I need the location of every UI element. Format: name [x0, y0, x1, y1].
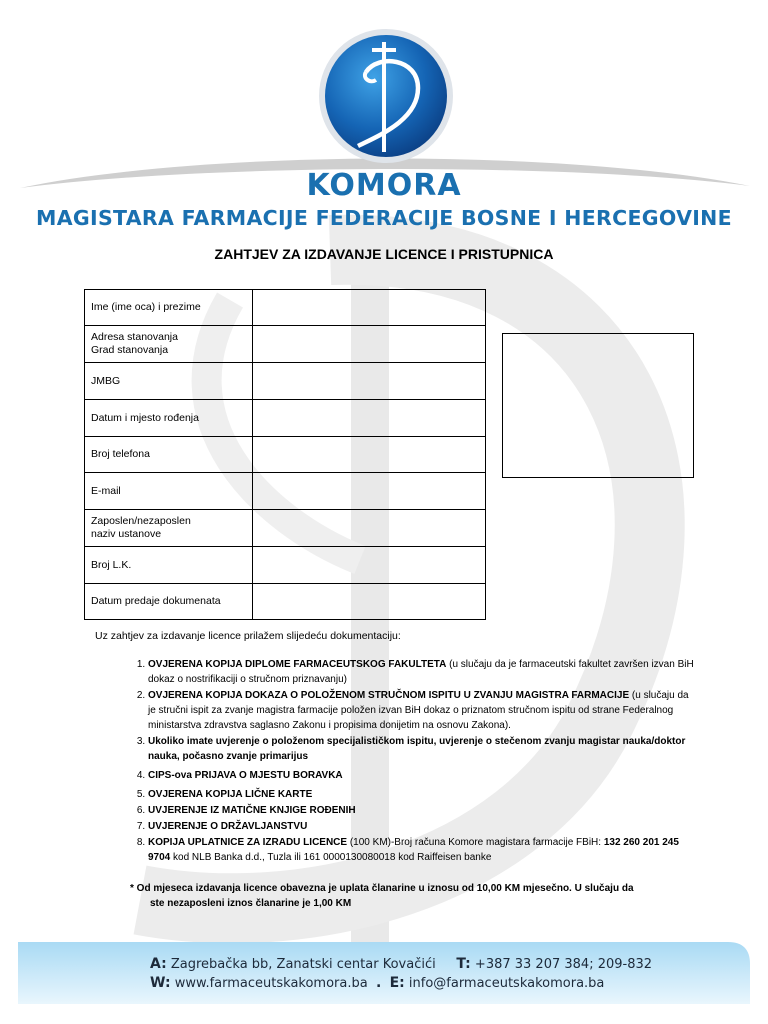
- footer-line-1: [150, 955, 652, 974]
- footer-separator: .: [375, 975, 382, 991]
- footer-address: Zagrebačka bb, Zanatski centar Kovačići: [170, 957, 436, 972]
- field-employment[interactable]: [253, 510, 486, 547]
- document-title: ZAHTJEV ZA IZDAVANJE LICENCE I PRISTUPNICA: [214, 246, 554, 262]
- note-line-2: ste nezaposleni iznos članarine je 1,00 KM: [150, 898, 352, 909]
- field-submit-date[interactable]: [253, 584, 486, 620]
- list-item: 7. UVJERENJE O DRŽAVLJANSTVU: [148, 819, 696, 834]
- field-address[interactable]: [253, 326, 486, 363]
- field-birth[interactable]: [253, 400, 486, 437]
- label-email: E-mail: [85, 473, 253, 510]
- phone-key: T:: [456, 956, 471, 972]
- org-name-full: MAGISTARA FARMACIJE FEDERACIJE BOSNE I HERCEGOVINE: [36, 206, 732, 230]
- label-phone: Broj telefona: [85, 437, 253, 473]
- list-item: 5. OVJERENA KOPIJA LIČNE KARTE: [148, 787, 696, 802]
- footer-line-2: [150, 974, 652, 993]
- form-row-name: [85, 290, 486, 326]
- list-item: 1. OVJERENA KOPIJA DIPLOME FARMACEUTSKOG FAKULTETA (u slučaju da je farmaceutski fakultet završen izvan BiH dokaz o nostrifikaciji o stručnom priznavanju): [148, 657, 696, 687]
- form-row-id-card: [85, 547, 486, 584]
- field-name[interactable]: [253, 290, 486, 326]
- form-row-birth: [85, 400, 486, 437]
- komora-logo: [318, 28, 454, 164]
- label-birth: Datum i mjesto rođenja: [85, 400, 253, 437]
- documents-intro: Uz zahtjev za izdavanje licence prilažem slijedeću dokumentaciju:: [95, 630, 401, 642]
- email-key: E:: [389, 975, 405, 991]
- list-item: 2. OVJERENA KOPIJA DOKAZA O POLOŽENOM STRUČNOM ISPITU U ZVANJU MAGISTRA FARMACIJE (u slučaju da je stručni ispit za zvanje magistra farmacije položen izvan BiH dokaz o priznatom stručnom ispitu od strane Federalnog ministarstva zdravstva saglasno Zakonu i propisima donijetim na osnovu Zakona).: [148, 688, 696, 733]
- label-id-card: Broj L.K.: [85, 547, 253, 584]
- list-item: 6. UVJERENJE IZ MATIČNE KNJIGE ROĐENIH: [148, 803, 696, 818]
- label-address: Adresa stanovanja Grad stanovanja: [85, 326, 253, 363]
- form-row-jmbg: [85, 363, 486, 400]
- documents-list: [92, 657, 696, 866]
- form-row-phone: [85, 437, 486, 473]
- label-employment: Zaposlen/nezaposlen naziv ustanove: [85, 510, 253, 547]
- applicant-form-table: [84, 289, 486, 620]
- list-item: 8. KOPIJA UPLATNICE ZA IZRADU LICENCE (100 KM)-Broj računa Komore magistara farmacije FBiH: 132 260 201 245 9704 kod NLB Banka d.d., Tuzla ili 161 0000130080018 kod Raiffeisen banke: [148, 835, 696, 865]
- list-item: 3. Ukoliko imate uvjerenje o položenom specijalističkom ispitu, uvjerenje o stečenom zvanju magistar nauka/doktor nauka, počasno zvanje primarijus: [148, 734, 696, 764]
- field-email[interactable]: [253, 473, 486, 510]
- membership-note: [130, 881, 650, 911]
- photo-box: [502, 333, 694, 478]
- address-key: A:: [150, 956, 167, 972]
- label-submit-date: Datum predaje dokumenata: [85, 584, 253, 620]
- footer-contact: [150, 955, 652, 993]
- footer-phone: +387 33 207 384; 209-832: [474, 957, 653, 972]
- form-row-employment: [85, 510, 486, 547]
- list-item: 4. CIPS-ova PRIJAVA O MJESTU BORAVKA: [148, 768, 696, 783]
- label-jmbg: JMBG: [85, 363, 253, 400]
- footer-website-link[interactable]: www.farmaceutskakomora.ba: [174, 976, 368, 991]
- label-name: Ime (ime oca) i prezime: [85, 290, 253, 326]
- field-id-card[interactable]: [253, 547, 486, 584]
- note-line-1: * Od mjeseca izdavanja licence obavezna je uplata članarine u iznosu od 10,00 KM mjesečno. U slučaju da: [130, 883, 634, 894]
- field-phone[interactable]: [253, 437, 486, 473]
- footer-email-link[interactable]: info@farmaceutskakomora.ba: [408, 976, 605, 991]
- form-row-address: [85, 326, 486, 363]
- form-row-submit-date: [85, 584, 486, 620]
- website-key: W:: [150, 975, 171, 991]
- form-row-email: [85, 473, 486, 510]
- org-name-main: KOMORA: [306, 168, 462, 203]
- field-jmbg[interactable]: [253, 363, 486, 400]
